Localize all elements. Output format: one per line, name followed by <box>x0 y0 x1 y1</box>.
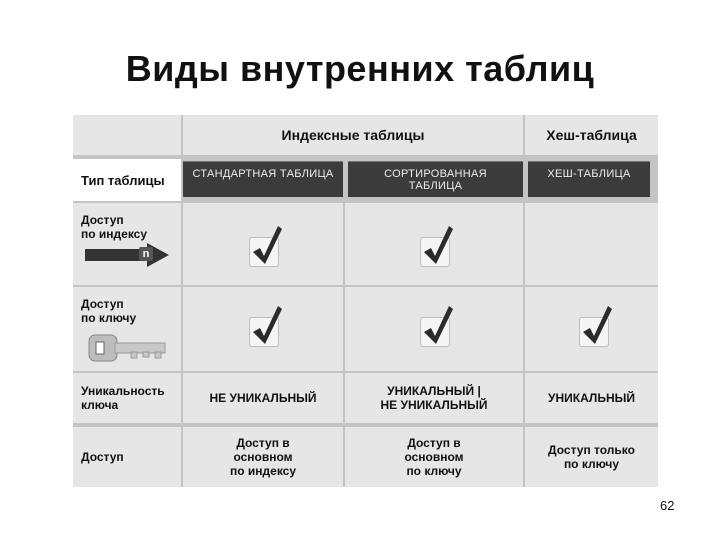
type-sorted <box>348 161 523 197</box>
access-standard-1: Доступ в <box>236 436 290 450</box>
access-hash <box>525 427 658 487</box>
header-index-tables-label: Индексные таблицы <box>281 127 425 143</box>
header-hash-table-label: Хеш-таблица <box>546 127 637 143</box>
checkmark-icon <box>420 317 450 347</box>
access-sorted-1: Доступ в <box>407 436 461 450</box>
comparison-table <box>73 115 658 487</box>
uniqueness-standard-text: НЕ УНИКАЛЬНЫЙ <box>209 391 317 405</box>
row-label-table-type-text: Тип таблицы <box>81 172 165 188</box>
access-hash-2: по ключу <box>563 457 620 471</box>
row-label-table-type <box>73 159 181 201</box>
arrow-icon <box>85 243 169 267</box>
row-label-uniqueness-1: Уникальность <box>81 384 165 398</box>
uniqueness-sorted-text-2: НЕ УНИКАЛЬНЫЙ <box>380 398 488 412</box>
checkmark-icon <box>249 317 279 347</box>
access-sorted <box>345 427 523 487</box>
type-hash <box>528 161 650 197</box>
uniqueness-hash <box>525 373 658 423</box>
type-standard-label: СТАНДАРТНАЯ ТАБЛИЦА <box>192 168 334 180</box>
type-sorted-label-2: ТАБЛИЦА <box>408 180 463 192</box>
type-standard <box>183 161 343 197</box>
header-index-tables <box>183 115 523 155</box>
access-sorted-2: основном <box>404 450 464 464</box>
row-label-access-text: Доступ <box>81 450 124 464</box>
row-label-access-index-2: по индексу <box>81 227 148 241</box>
uniqueness-standard <box>183 373 343 423</box>
uniqueness-sorted-text-1: УНИКАЛЬНЫЙ | <box>387 384 481 398</box>
header-hash-table <box>525 115 658 155</box>
key-icon <box>87 333 167 363</box>
uniqueness-sorted <box>345 373 523 423</box>
row-label-access <box>73 427 181 487</box>
cell-hash-index <box>525 203 658 285</box>
type-hash-label: ХЕШ-ТАБЛИЦА <box>547 168 631 180</box>
uniqueness-hash-text: УНИКАЛЬНЫЙ <box>548 391 635 405</box>
access-sorted-3: по ключу <box>406 464 462 478</box>
access-standard <box>183 427 343 487</box>
header-corner <box>73 115 181 155</box>
access-hash-1: Доступ только <box>548 443 635 457</box>
page-number: 62 <box>660 498 675 513</box>
checkmark-icon <box>420 237 450 267</box>
arrow-label: n <box>139 247 153 261</box>
row-label-access-key-1: Доступ <box>81 297 124 311</box>
row-label-uniqueness-2: ключа <box>81 398 119 412</box>
access-standard-2: основном <box>233 450 293 464</box>
slide-title: Виды внутренних таблиц <box>125 48 595 89</box>
checkmark-icon <box>249 237 279 267</box>
access-standard-3: по индексу <box>229 464 297 478</box>
row-label-access-index-1: Доступ <box>81 213 124 227</box>
row-label-uniqueness <box>73 373 181 423</box>
type-sorted-label-1: СОРТИРОВАННАЯ <box>384 168 487 180</box>
row-label-access-key-2: по ключу <box>81 311 137 325</box>
checkmark-icon <box>579 317 609 347</box>
